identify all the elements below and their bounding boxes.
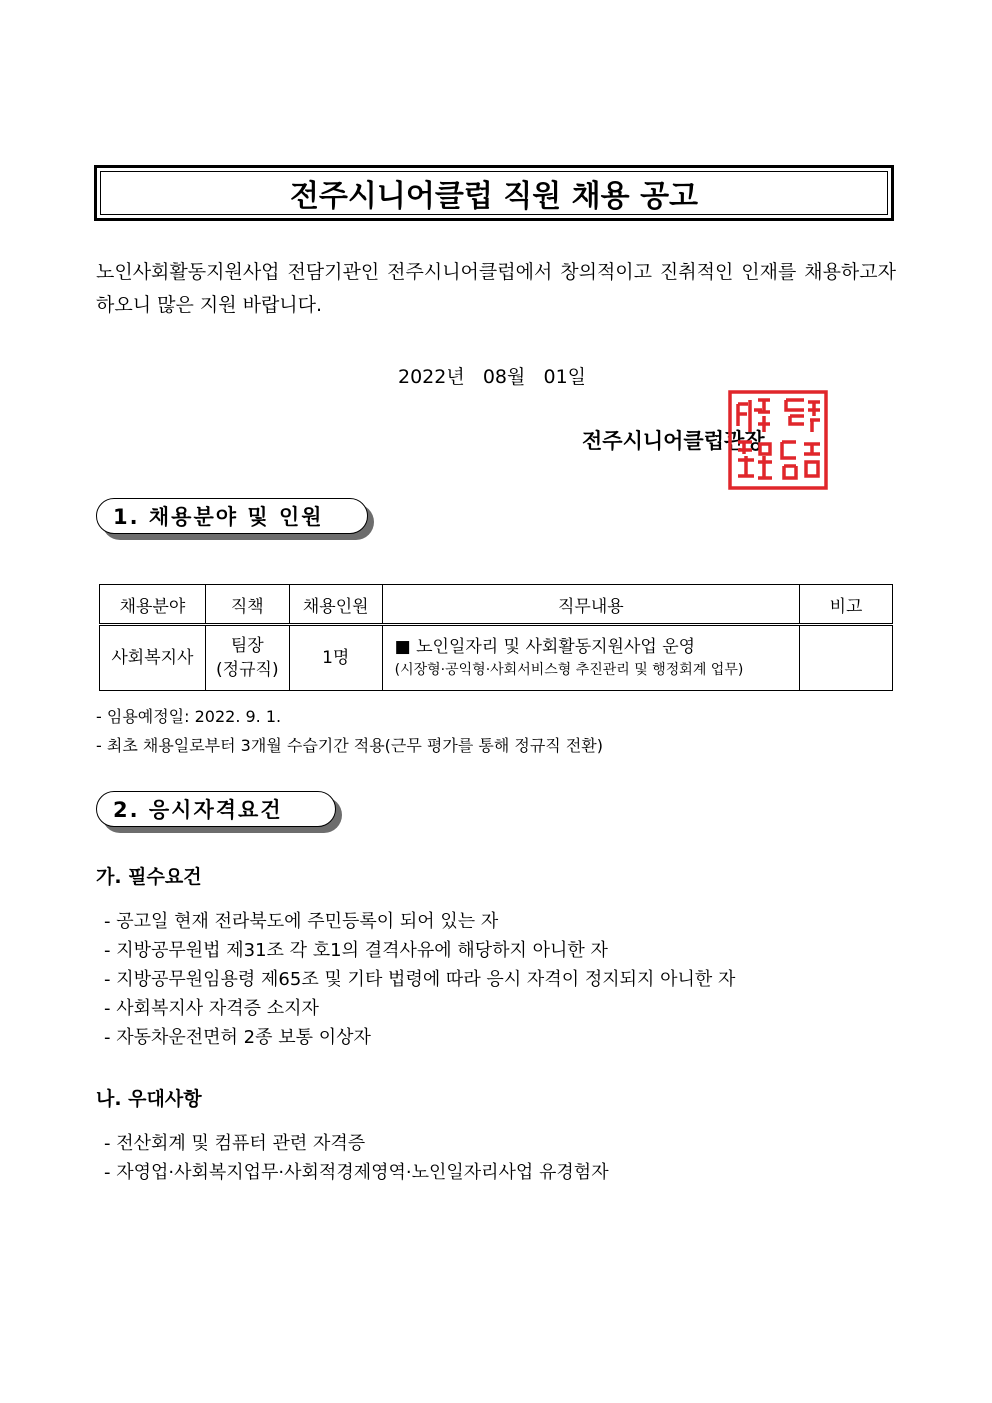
section2-heading: 2. 응시자격요건 [96,791,336,827]
announcement-date: 2022년 08월 01일 [398,366,587,388]
list-item: - 자영업·사회복지업무·사회적경제영역·노인일자리사업 유경험자 [104,1162,609,1183]
table-row [100,625,893,691]
list-item: - 지방공무원법 제31조 각 호1의 결격사유에 해당하지 아니한 자 [104,940,608,961]
cell-position [205,625,289,691]
recruitment-notes [96,702,603,760]
preferred-list [104,1129,609,1187]
duty-main: ■ 노인일자리 및 사회활동지원사업 운영 [394,637,696,657]
duty-detail: (시장형·공익형·사회서비스형 추진관리 및 행정회계 업무) [394,662,744,678]
header-count: 채용인원 [289,585,382,625]
official-seal-icon [728,390,828,490]
table-header-row [100,585,893,625]
header-note: 비고 [800,585,893,625]
required-heading: 가. 필수요건 [96,866,202,888]
cell-field: 사회복지사 [100,625,206,691]
position-type: (정규직) [216,660,279,680]
header-duty: 직무내용 [382,585,799,625]
issuer-name: 전주시니어클럽관장 [582,429,765,453]
list-item: - 지방공무원임용령 제65조 및 기타 법령에 따라 응시 자격이 정지되지 아니한 자 [104,969,736,990]
preferred-heading: 나. 우대사항 [96,1088,202,1110]
required-list [104,907,735,1052]
header-position: 직책 [205,585,289,625]
intro-paragraph: 노인사회활동지원사업 전담기관인 전주시니어클럽에서 창의적이고 진취적인 인재를 채용하고자 하오니 많은 지원 바랍니다. [96,261,896,316]
position-title: 팀장 [230,636,264,656]
cell-count: 1명 [289,625,382,691]
cell-duty [382,625,799,691]
page-title: 전주시니어클럽 직원 채용 공고 [100,171,888,215]
header-field: 채용분야 [100,585,206,625]
note-probation: - 최초 채용일로부터 3개월 수습기간 적용(근무 평가를 통해 정규직 전환) [96,736,603,755]
list-item: - 공고일 현재 전라북도에 주민등록이 되어 있는 자 [104,911,499,932]
list-item: - 전산회계 및 컴퓨터 관련 자격증 [104,1133,366,1154]
list-item: - 자동차운전면허 2종 보통 이상자 [104,1027,371,1048]
section1-heading: 1. 채용분야 및 인원 [96,498,368,534]
title-box [94,165,894,221]
cell-note [800,625,893,691]
note-start-date: - 임용예정일: 2022. 9. 1. [96,707,282,726]
list-item: - 사회복지사 자격증 소지자 [104,998,319,1019]
recruitment-table [99,584,893,691]
